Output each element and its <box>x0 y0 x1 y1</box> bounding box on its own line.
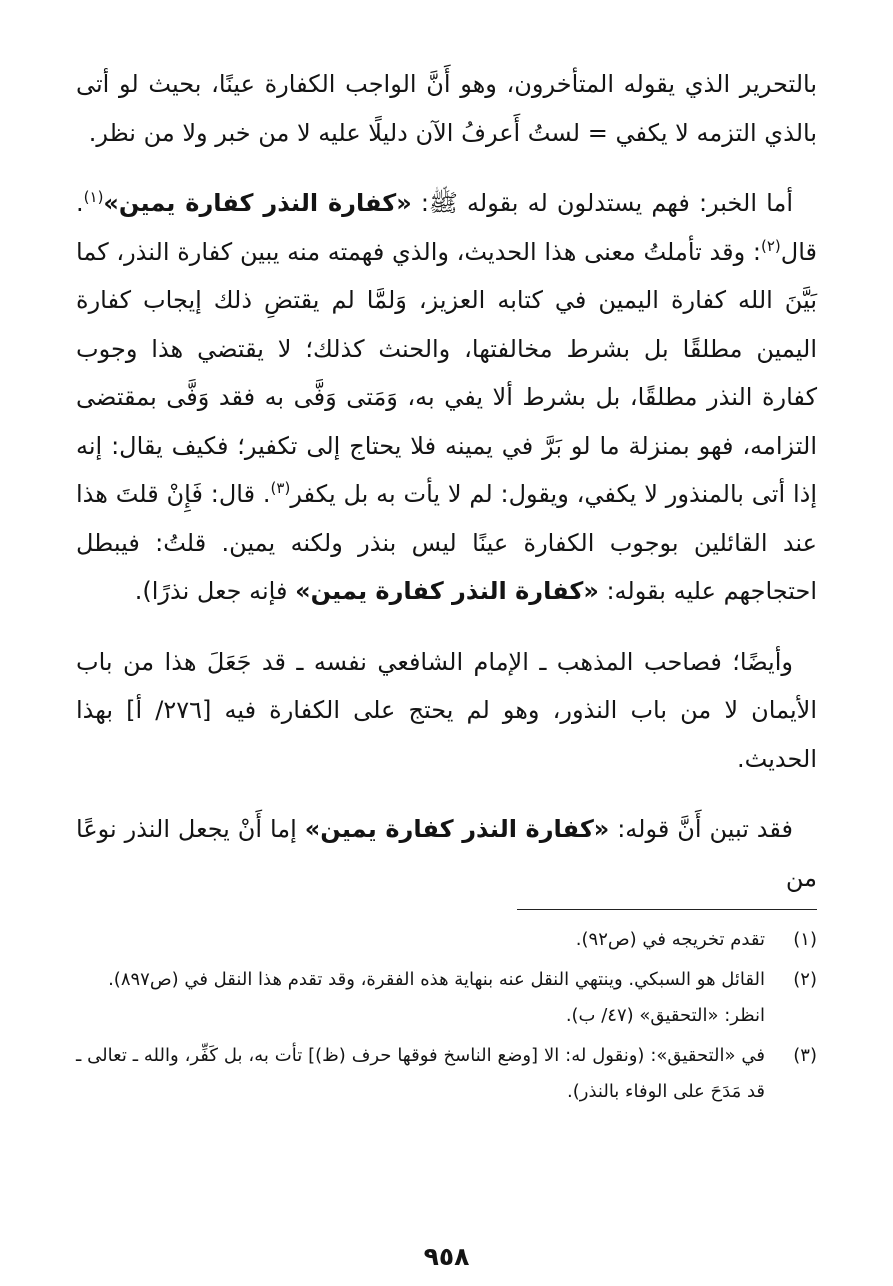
paragraph-4-lead: فقد تبين أَنَّ قوله: <box>609 815 793 843</box>
hadith-quote-3: «كفارة النذر كفارة يمين» <box>304 815 610 843</box>
footnote-ref-1[interactable]: (١) <box>83 188 104 206</box>
paragraph-1-text: بالتحرير الذي يقوله المتأخرون، وهو أَنَّ الواجب الكفارة عينًا، بحيث لو أتى بالذي التزمه لا يكفي = لستُ أَعرفُ الآن دليلًا عليه لا من خبر ولا من نظر. <box>76 70 817 147</box>
footnotes <box>76 922 817 1114</box>
footnote-text <box>76 962 765 1034</box>
paragraph-1 <box>76 60 817 157</box>
footnote-3 <box>76 1038 817 1110</box>
footnote-number: (٢) <box>793 969 817 990</box>
footnote-text <box>76 1038 765 1110</box>
footnote-line: تقدم تخريجه في (ص٩٢). <box>575 929 765 950</box>
paragraph-2-qala: . قال <box>76 189 817 266</box>
paragraph-2-end: فإنه جعل نذرًا). <box>134 577 296 605</box>
footnote-ref-3[interactable]: (٣) <box>270 479 291 497</box>
footnote-ref-2[interactable]: (٢) <box>760 236 781 255</box>
footnote-line: في «التحقيق»: (ونقول له: الا [وضع الناسخ فوقها حرف (ظ)] تأت به، بل كَفِّر، والله ـ تعالى ـ قد مَدَحَ على الوفاء بالنذر). <box>76 1045 765 1102</box>
hadith-quote-2: «كفارة النذر كفارة يمين» <box>295 577 599 605</box>
footnote-number: (١) <box>793 929 817 950</box>
footnote-2 <box>76 962 817 1034</box>
hadith-quote: «كفارة النذر كفارة يمين» <box>103 189 412 217</box>
paragraph-2-middle: : وقد تأملتُ معنى هذا الحديث، والذي فهمته منه يبين كفارة النذر، كما بَيَّنَ الله كفارة اليمين في كتابه العزيز، وَلمَّا لم يقتضِ ذلك إيجاب كفارة اليمين مطلقًا بل بشرط مخالفتها، والحنث كذلك؛ لا يقتضي هذا وجوب كفارة النذر مطلقًا، بل بشرط ألا يفي به، وَمَتى وَفَّى به فقد وَفَّى بمقتضى التزامه، فهو بمنزلة ما لو بَرَّ في يمينه فلا يحتاج إلى تكفير؛ فكيف يقال: إنه إذا أتى بالمنذور لا يكفي، ويقول: لم لا يأت به بل يكفر <box>76 237 817 508</box>
page-number: ٩٥٨ <box>423 1242 470 1271</box>
footnote-text <box>76 922 765 958</box>
footnote-line: القائل هو السبكي. وينتهي النقل عنه بنهاية هذه الفقرة، وقد تقدم هذا النقل في (ص٨٩٧). <box>108 969 765 990</box>
paragraph-2 <box>76 179 817 616</box>
footnote-number: (٣) <box>793 1045 817 1066</box>
footnote-1 <box>76 922 817 958</box>
paragraph-2-lead: أما الخبر: فهم يستدلون له بقوله ﷺ: <box>411 189 793 217</box>
paragraph-4 <box>76 805 817 902</box>
paragraph-2-tail: . قال: فَإِنْ قلتَ هذا عند القائلين بوجوب الكفارة عينًا ليس بنذر ولكنه يمين. قلتُ: فيبطل احتجاجهم عليه بقوله: <box>76 480 817 605</box>
footnote-line: انظر: «التحقيق» (٤٧/ ب). <box>565 1005 765 1026</box>
book-page <box>76 60 817 1286</box>
paragraph-3-text: وأيضًا؛ فصاحب المذهب ـ الإمام الشافعي نفسه ـ قد جَعَلَ هذا من باب الأيمان لا من باب النذور، وهو لم يحتج على الكفارة فيه [٢٧٦/ أ] بهذا الحديث. <box>76 647 817 773</box>
paragraph-4-tail: إما أَنْ يجعل النذر نوعًا من <box>76 815 817 892</box>
paragraph-3 <box>76 638 817 784</box>
footnote-divider <box>517 909 817 910</box>
